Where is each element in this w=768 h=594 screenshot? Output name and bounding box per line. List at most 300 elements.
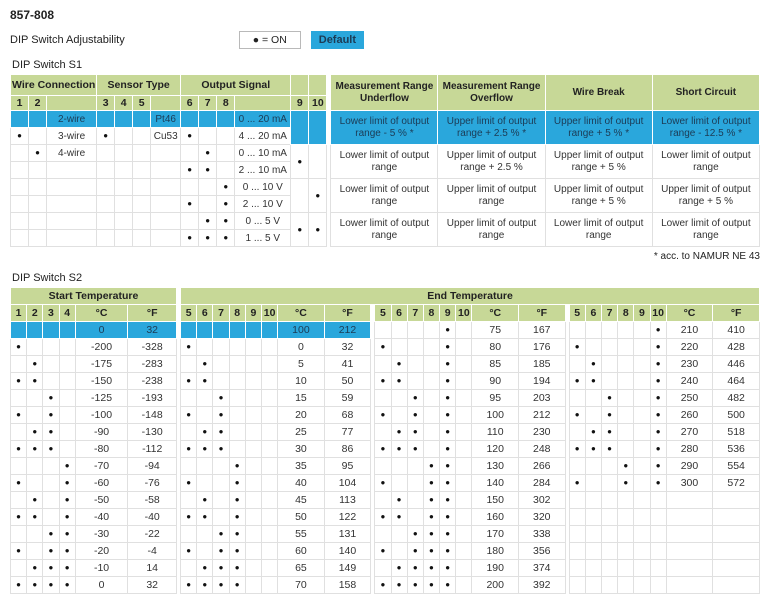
s2-switch-cell (11, 560, 27, 577)
s2-switch-cell (456, 441, 472, 458)
s2-celsius-cell: 35 (278, 458, 325, 475)
s2-switch-cell: ● (440, 526, 456, 543)
s2-switch-cell (601, 526, 617, 543)
s1-switch-cell (217, 145, 235, 162)
s2-end-temperature-header: End Temperature (181, 288, 760, 305)
s2-celsius-cell: 220 (666, 339, 713, 356)
s2-switch-cell: ● (11, 441, 27, 458)
s2-switch-cell (181, 390, 197, 407)
s2-switch-cell (456, 492, 472, 509)
s2-fahrenheit-cell: 41 (324, 356, 371, 373)
s2-switch-cell (634, 577, 650, 594)
s2-celsius-cell: 85 (472, 356, 519, 373)
s2-switch-cell (569, 322, 585, 339)
page-title: DIP Switch Adjustability (10, 33, 125, 46)
s1-sensor-label-cell: Pt46 (151, 111, 181, 128)
s2-end-col-header: °F (324, 305, 371, 322)
s2-switch-cell: ● (229, 492, 245, 509)
s1-switch-col-header: 8 (217, 96, 235, 111)
s1-switch10-cell: ● (309, 179, 327, 213)
s2-switch-cell (43, 458, 59, 475)
s1-sensor-label-cell (151, 162, 181, 179)
s1-switch-cell (199, 128, 217, 145)
s1-switch9-cell (291, 111, 309, 145)
s2-switch-cell (27, 475, 43, 492)
s2-switch-cell: ● (27, 356, 43, 373)
s2-switch-cell (423, 390, 439, 407)
s2-switch-cell: ● (181, 577, 197, 594)
s2-switch-cell (634, 543, 650, 560)
s2-switch-cell: ● (197, 560, 213, 577)
s2-switch-cell: ● (27, 509, 43, 526)
s2-start-col-header: 2 (27, 305, 43, 322)
s2-switch-cell (569, 577, 585, 594)
s2-row (11, 390, 760, 407)
s2-switch-cell (585, 492, 601, 509)
s1-measure-header: Wire Break (545, 75, 652, 111)
s2-switch-cell: ● (27, 577, 43, 594)
s1-sensor-label-cell: Cu53 (151, 128, 181, 145)
s2-switch-cell: ● (11, 407, 27, 424)
s1-sensor-label-cell (151, 230, 181, 247)
s1-row (11, 145, 760, 162)
s2-switch-cell (229, 390, 245, 407)
s2-switch-cell (261, 441, 277, 458)
s1-behavior-cell: Lower limit of output range - 5 % * (331, 111, 438, 145)
s1-behavior-cell: Lower limit of output range (331, 213, 438, 247)
s2-switch-cell (197, 543, 213, 560)
s2-switch-cell: ● (440, 424, 456, 441)
s2-celsius-cell: 230 (666, 356, 713, 373)
s2-switch-cell: ● (229, 560, 245, 577)
s2-switch-cell (634, 424, 650, 441)
s2-switch-cell: ● (27, 492, 43, 509)
s2-switch-cell (456, 526, 472, 543)
s2-start-col-header: 1 (11, 305, 27, 322)
s1-label-col-header (47, 96, 97, 111)
s1-table-title: DIP Switch S1 (12, 59, 83, 71)
s2-switch-cell (634, 475, 650, 492)
s2-switch-cell (407, 458, 423, 475)
s2-switch-cell (456, 560, 472, 577)
s2-celsius-cell: 110 (472, 424, 519, 441)
s2-celsius-cell: 10 (278, 373, 325, 390)
s2-switch-cell: ● (423, 526, 439, 543)
s2-switch-cell: ● (440, 492, 456, 509)
s1-output-label-cell: 2 ... 10 V (235, 196, 291, 213)
s2-fahrenheit-cell: 266 (518, 458, 565, 475)
s2-fahrenheit-cell: 185 (518, 356, 565, 373)
s2-switch-cell (456, 509, 472, 526)
s2-switch-cell (456, 577, 472, 594)
s2-switch-cell (618, 543, 634, 560)
s2-switch-cell (601, 560, 617, 577)
s1-switch-cell (29, 128, 47, 145)
s2-celsius-cell: 200 (472, 577, 519, 594)
s2-fahrenheit-cell: -148 (128, 407, 177, 424)
s1-output-label-cell: 2 ... 10 mA (235, 162, 291, 179)
s2-end-col-header: °C (472, 305, 519, 322)
s2-switch-cell (423, 424, 439, 441)
s1-switch-cell: ● (199, 162, 217, 179)
s2-celsius-cell: 0 (75, 322, 128, 339)
s2-switch-cell (261, 424, 277, 441)
s2-switch-cell (585, 390, 601, 407)
s2-switch-cell (59, 441, 75, 458)
s2-switch-cell (601, 373, 617, 390)
s1-switch-col-header: 6 (181, 96, 199, 111)
s2-switch-cell: ● (11, 339, 27, 356)
s1-switch-col-header: 1 (11, 96, 29, 111)
s1-switch-cell (133, 111, 151, 128)
s1-switch-cell: ● (29, 145, 47, 162)
s1-behavior-cell: Lower limit of output range (652, 213, 759, 247)
s2-fahrenheit-cell: 392 (518, 577, 565, 594)
s2-switch-cell (181, 424, 197, 441)
s2-switch-cell (634, 356, 650, 373)
s2-row (11, 560, 760, 577)
s2-switch-cell (618, 509, 634, 526)
s2-row (11, 492, 760, 509)
s2-switch-cell (407, 509, 423, 526)
s2-end-col-header: °C (278, 305, 325, 322)
s1-switch-cell (199, 111, 217, 128)
s2-switch-cell (245, 441, 261, 458)
s2-fahrenheit-cell: -94 (128, 458, 177, 475)
s2-row (11, 441, 760, 458)
s2-switch-cell: ● (197, 356, 213, 373)
s1-sensor-label-cell (151, 179, 181, 196)
s2-switch-cell (391, 543, 407, 560)
s2-switch-cell (618, 390, 634, 407)
s1-switch-cell (29, 230, 47, 247)
s2-switch-cell (407, 373, 423, 390)
s2-celsius-cell: 40 (278, 475, 325, 492)
s2-switch-cell: ● (650, 407, 666, 424)
s2-fahrenheit-cell: 284 (518, 475, 565, 492)
s1-behavior-cell: Lower limit of output range (331, 145, 438, 179)
s2-fahrenheit-cell: 410 (713, 322, 760, 339)
s2-switch-cell (650, 543, 666, 560)
s2-switch-cell: ● (229, 509, 245, 526)
s2-switch-cell (634, 373, 650, 390)
s2-switch-cell (601, 577, 617, 594)
s2-celsius-cell: 280 (666, 441, 713, 458)
s2-switch-cell: ● (197, 373, 213, 390)
s2-fahrenheit-cell: 482 (713, 390, 760, 407)
s2-switch-cell (213, 492, 229, 509)
s2-fahrenheit-cell: 113 (324, 492, 371, 509)
s2-switch-cell (59, 424, 75, 441)
s2-switch-cell: ● (407, 441, 423, 458)
s2-switch-cell (11, 424, 27, 441)
s1-switch-cell (133, 179, 151, 196)
s2-switch-cell (585, 458, 601, 475)
s2-switch-cell: ● (407, 390, 423, 407)
s2-switch-cell (11, 458, 27, 475)
s1-switch-cell (11, 196, 29, 213)
s2-switch-cell (375, 560, 391, 577)
s1-switch-cell (97, 111, 115, 128)
s2-switch-cell (181, 458, 197, 475)
s2-switch-cell: ● (440, 373, 456, 390)
s2-switch-cell: ● (229, 543, 245, 560)
s2-switch-cell (618, 339, 634, 356)
s2-fahrenheit-cell: 167 (518, 322, 565, 339)
s1-behavior-cell: Lower limit of output range - 12.5 % * (652, 111, 759, 145)
s2-switch-cell (261, 322, 277, 339)
s2-switch-cell (213, 373, 229, 390)
s2-fahrenheit-cell: -112 (128, 441, 177, 458)
s2-switch-cell: ● (181, 441, 197, 458)
s1-switch-cell (217, 128, 235, 145)
s2-celsius-cell: 290 (666, 458, 713, 475)
legend-on-badge: ● = ON (239, 31, 301, 49)
s2-celsius-cell: 260 (666, 407, 713, 424)
s2-switch-cell: ● (407, 407, 423, 424)
s2-switch-cell: ● (440, 322, 456, 339)
s2-switch-cell (197, 407, 213, 424)
s2-switch-cell: ● (375, 475, 391, 492)
s2-switch-cell (618, 424, 634, 441)
s1-switch-cell (11, 179, 29, 196)
s2-switch-cell: ● (59, 475, 75, 492)
s2-switch-cell: ● (569, 407, 585, 424)
s2-fahrenheit-cell (713, 492, 760, 509)
s2-start-col-header: °F (128, 305, 177, 322)
s2-switch-cell: ● (650, 322, 666, 339)
s2-switch-cell: ● (181, 509, 197, 526)
s2-switch-cell (375, 390, 391, 407)
s2-switch-cell (407, 322, 423, 339)
s2-switch-cell: ● (11, 577, 27, 594)
s2-switch-cell: ● (407, 526, 423, 543)
s1-table-body (11, 111, 760, 247)
s2-switch-cell (261, 458, 277, 475)
s2-switch-cell: ● (229, 475, 245, 492)
s1-label-col-header (151, 96, 181, 111)
s2-switch-cell: ● (11, 373, 27, 390)
s1-switch-col-header: 5 (133, 96, 151, 111)
s2-switch-cell (618, 356, 634, 373)
s2-start-col-header: 4 (59, 305, 75, 322)
s1-switch-cell (97, 230, 115, 247)
s2-switch-cell (634, 458, 650, 475)
s2-fahrenheit-cell: 122 (324, 509, 371, 526)
s2-fahrenheit-cell: -4 (128, 543, 177, 560)
s2-switch-cell: ● (43, 407, 59, 424)
s2-switch-cell (229, 322, 245, 339)
s2-switch-cell: ● (650, 373, 666, 390)
s1-switch-cell (97, 162, 115, 179)
s1-switch-cell (29, 213, 47, 230)
s2-switch-cell (601, 492, 617, 509)
s2-switch-cell (650, 560, 666, 577)
s2-fahrenheit-cell: 428 (713, 339, 760, 356)
s2-switch-cell: ● (197, 492, 213, 509)
s2-fahrenheit-cell: 32 (324, 339, 371, 356)
s1-switch-col-header: 7 (199, 96, 217, 111)
s2-celsius-cell: 100 (472, 407, 519, 424)
s2-switch-cell (229, 441, 245, 458)
s2-fahrenheit-cell: 446 (713, 356, 760, 373)
s2-fahrenheit-cell: -76 (128, 475, 177, 492)
s1-behavior-cell: Lower limit of output range (331, 179, 438, 213)
s1-switch-cell (29, 162, 47, 179)
s2-switch-cell (456, 390, 472, 407)
s1-wire-label-cell (47, 162, 97, 179)
s2-switch-cell: ● (585, 441, 601, 458)
s2-fahrenheit-cell: 203 (518, 390, 565, 407)
s2-switch-cell (213, 322, 229, 339)
s2-switch-cell: ● (375, 509, 391, 526)
s2-switch-cell (197, 526, 213, 543)
s2-switch-cell: ● (407, 424, 423, 441)
s2-switch-cell (634, 441, 650, 458)
s2-celsius-cell: -20 (75, 543, 128, 560)
s2-switch-cell (569, 390, 585, 407)
s2-start-temperature-header: Start Temperature (11, 288, 177, 305)
s2-celsius-cell: 55 (278, 526, 325, 543)
s2-switch-cell (229, 407, 245, 424)
s2-switch-cell (569, 543, 585, 560)
s2-switch-cell (585, 526, 601, 543)
s2-switch-cell: ● (375, 577, 391, 594)
s2-switch-cell: ● (423, 475, 439, 492)
s2-switch-cell (261, 543, 277, 560)
s2-switch-cell (245, 492, 261, 509)
s1-switch-cell (115, 230, 133, 247)
s2-switch-cell: ● (407, 543, 423, 560)
s1-switch-cell: ● (199, 230, 217, 247)
s2-end-col-header: 8 (229, 305, 245, 322)
s1-switch-cell (115, 213, 133, 230)
s2-switch-cell: ● (585, 356, 601, 373)
s2-switch-cell (197, 475, 213, 492)
s2-switch-cell: ● (423, 543, 439, 560)
s1-output-label-cell: 0 ... 5 V (235, 213, 291, 230)
s2-switch-cell (43, 475, 59, 492)
s1-switch-cell (29, 111, 47, 128)
s1-wire-label-cell (47, 196, 97, 213)
s1-sensor-label-cell (151, 213, 181, 230)
s1-behavior-cell: Upper limit of output range (438, 179, 545, 213)
s1-switch-cell (181, 145, 199, 162)
s2-end-col-header: 9 (634, 305, 650, 322)
s2-switch-cell: ● (181, 373, 197, 390)
s2-switch-cell (391, 458, 407, 475)
s2-switch-cell: ● (423, 560, 439, 577)
s2-celsius-cell: -200 (75, 339, 128, 356)
s1-switch-cell (115, 196, 133, 213)
s1-behavior-cell: Upper limit of output range + 2.5 % (438, 145, 545, 179)
s2-celsius-cell: 130 (472, 458, 519, 475)
s2-switch-cell: ● (11, 475, 27, 492)
s2-switch-cell (213, 475, 229, 492)
s2-switch-cell: ● (197, 509, 213, 526)
s2-switch-cell (456, 458, 472, 475)
s2-fahrenheit-cell: 374 (518, 560, 565, 577)
s2-switch-cell (569, 424, 585, 441)
s2-switch-cell: ● (213, 526, 229, 543)
s2-switch-cell (245, 356, 261, 373)
s2-switch-cell (43, 322, 59, 339)
s1-group-wire-connection: Wire Connection (11, 75, 97, 96)
namur-footnote: * acc. to NAMUR NE 43 (653, 251, 760, 262)
s2-switch-cell (213, 509, 229, 526)
s2-switch-cell (585, 543, 601, 560)
s2-celsius-cell: 140 (472, 475, 519, 492)
s1-switch-cell: ● (181, 162, 199, 179)
s2-fahrenheit-cell: 131 (324, 526, 371, 543)
s2-switch-cell: ● (229, 526, 245, 543)
s2-celsius-cell (666, 492, 713, 509)
s2-switch-cell (456, 322, 472, 339)
s2-fahrenheit-cell: 518 (713, 424, 760, 441)
s1-switch-cell (11, 145, 29, 162)
s2-switch-cell: ● (43, 390, 59, 407)
s2-switch-cell (245, 577, 261, 594)
s2-end-col-header: 6 (391, 305, 407, 322)
s1-col9-group-cell (291, 75, 309, 96)
s1-behavior-cell: Lower limit of output range (652, 145, 759, 179)
s2-switch-cell (618, 373, 634, 390)
subtitle-row (10, 30, 760, 49)
s2-celsius-cell: 300 (666, 475, 713, 492)
s2-switch-cell (213, 458, 229, 475)
s1-table-head (11, 75, 760, 111)
s2-table-title: DIP Switch S2 (12, 272, 83, 284)
s2-switch-cell (11, 526, 27, 543)
s1-row (11, 111, 760, 128)
s2-switch-cell (569, 509, 585, 526)
s2-fahrenheit-cell: 32 (128, 577, 177, 594)
s1-switch-cell (133, 213, 151, 230)
s2-switch-cell (569, 458, 585, 475)
s2-switch-cell (585, 339, 601, 356)
s1-switch-cell (97, 196, 115, 213)
s2-fahrenheit-cell: 212 (518, 407, 565, 424)
s2-switch-cell (27, 390, 43, 407)
s2-switch-cell (59, 390, 75, 407)
s2-switch-cell (585, 475, 601, 492)
s2-switch-cell: ● (569, 373, 585, 390)
s2-switch-cell: ● (59, 492, 75, 509)
s2-switch-cell (601, 322, 617, 339)
s2-fahrenheit-cell: 50 (324, 373, 371, 390)
s2-switch-cell (618, 322, 634, 339)
s2-switch-cell (456, 475, 472, 492)
s1-switch-cell: ● (181, 230, 199, 247)
s1-switch10-cell (309, 111, 327, 145)
s2-switch-cell: ● (440, 356, 456, 373)
s2-switch-cell (261, 560, 277, 577)
s2-switch-cell: ● (601, 441, 617, 458)
s1-switch-cell (217, 111, 235, 128)
s1-output-label-cell: 1 ... 5 V (235, 230, 291, 247)
s2-switch-cell: ● (391, 424, 407, 441)
s1-wire-label-cell (47, 230, 97, 247)
s2-switch-cell (261, 577, 277, 594)
s2-fahrenheit-cell: 68 (324, 407, 371, 424)
s1-wire-label-cell: 2-wire (47, 111, 97, 128)
s1-switch-cell (133, 145, 151, 162)
s2-switch-cell (245, 526, 261, 543)
s2-fahrenheit-cell (713, 543, 760, 560)
s1-switch10-cell: ● (309, 213, 327, 247)
s2-switch-cell: ● (440, 560, 456, 577)
s2-switch-cell: ● (11, 509, 27, 526)
